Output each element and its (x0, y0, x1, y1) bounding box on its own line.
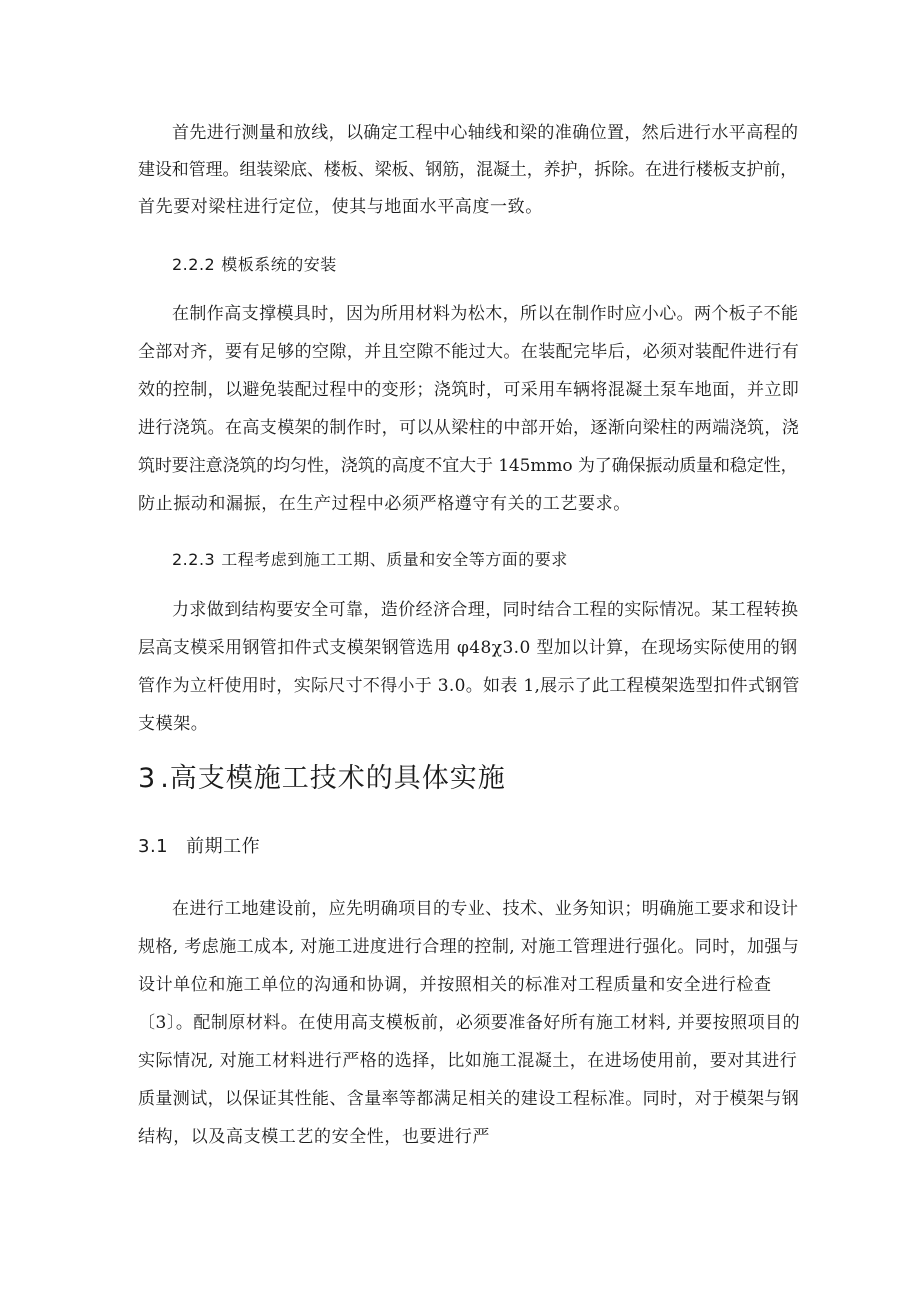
paragraph-1-line-3: 首先要对梁柱进行定位，使其与地面水平高度一致。 (138, 197, 543, 217)
paragraph-4-line-2: 规格, 考虑施工成本, 对施工进度进行合理的控制, 对施工管理进行强化。同时，加强与 (138, 937, 800, 957)
paragraph-2-line-6: 防止振动和漏振，在生产过程中必须严格遵守有关的工艺要求。 (138, 494, 631, 514)
paragraph-2-line-1: 在制作高支撑模具时，因为所用材料为松木，所以在制作时应小心。两个板子不能 (172, 304, 799, 324)
subsection-heading-2-2-3 (172, 550, 568, 570)
section-title: .高支模施工技术的具体实施 (160, 763, 506, 794)
paragraph-4-line-7: 结构，以及高支模工艺的安全性，也要进行严 (138, 1127, 490, 1147)
paragraph-4-line-4: 〔3〕。配制原材料。在使用高支模板前，必须要准备好所有施工材料, 并要按照项目的 (138, 1013, 801, 1033)
paragraph-1-line-2: 建设和管理。组装梁底、楼板、梁板、钢筋，混凝土，养护，拆除。在进行楼板支护前， (138, 160, 798, 180)
paragraph-3-line-1: 力求做到结构要安全可靠，造价经济合理，同时结合工程的实际情况。某工程转换 (172, 600, 799, 620)
paragraph-4-line-5: 实际情况, 对施工材料进行严格的选择，比如施工混凝土，在进场使用前，要对其进行 (138, 1051, 798, 1071)
subsection-number: 2.2.2 (172, 255, 216, 274)
paragraph-3-line-4: 支模架。 (138, 714, 209, 734)
paragraph-4-line-1: 在进行工地建设前，应先明确项目的专业、技术、业务知识；明确施工要求和设计 (172, 899, 799, 919)
paragraph-3-line-3: 管作为立杆使用时，实际尺寸不得小于 3.0。如表 1,展示了此工程模架选型扣件式钢管 (138, 676, 800, 696)
subsection-title: 工程考虑到施工工期、质量和安全等方面的要求 (221, 550, 568, 569)
paragraph-4-line-3: 设计单位和施工单位的沟通和协调，并按照相关的标准对工程质量和安全进行检查 (138, 975, 772, 995)
subsection-number: 3.1 (138, 836, 169, 857)
paragraph-4-line-6: 质量测试，以保证其性能、含量率等都满足相关的建设工程标准。同时，对于模架与钢 (138, 1089, 800, 1109)
paragraph-2-line-5: 筑时要注意浇筑的均匀性，浇筑的高度不宜大于 145mmo 为了确保振动质量和稳定性， (138, 456, 798, 476)
paragraph-1-line-1: 首先进行测量和放线，以确定工程中心轴线和梁的准确位置，然后进行水平高程的 (172, 123, 799, 143)
paragraph-2-line-3: 效的控制，以避免装配过程中的变形；浇筑时，可采用车辆将混凝土泵车地面，并立即 (138, 380, 800, 400)
section-heading-3 (138, 762, 506, 796)
subsection-title: 模板系统的安装 (221, 255, 337, 274)
subsection-title: 前期工作 (186, 836, 261, 857)
paragraph-3-line-2: 层高支模采用钢管扣件式支模架钢管选用 φ48χ3.0 型加以计算，在现场实际使用的钢 (138, 638, 798, 658)
subsection-heading-3-1 (138, 836, 260, 858)
subsection-heading-2-2-2 (172, 255, 337, 275)
paragraph-2-line-2: 全部对齐，要有足够的空隙，并且空隙不能过大。在装配完毕后，必须对装配件进行有 (138, 342, 800, 362)
subsection-number: 2.2.3 (172, 550, 216, 569)
paragraph-2-line-4: 进行浇筑。在高支模架的制作时，可以从梁柱的中部开始，逐渐向梁柱的两端浇筑，浇 (138, 418, 800, 438)
section-number: 3 (138, 763, 157, 794)
